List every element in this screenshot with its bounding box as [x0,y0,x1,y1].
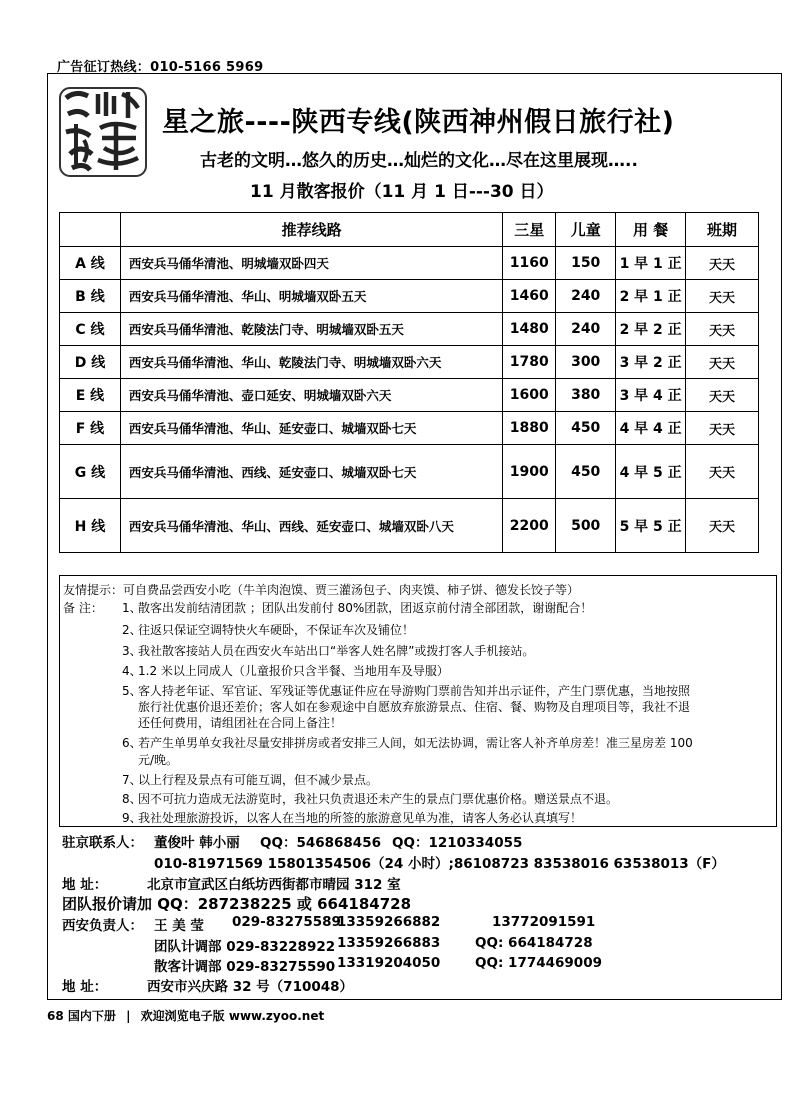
slogan: 古老的文明…悠久的历史…灿烂的文化…尽在这里展现….. [200,151,638,171]
website-url: www.zyoo.net [228,1009,325,1023]
team-mobile: 13359266883 [337,935,441,951]
xian-phone: 029-83275589 [232,914,341,930]
note-item [122,643,534,659]
note-item [122,791,618,807]
row-meals: 4 早 4 正 [616,412,686,445]
row-meals: 2 早 2 正 [616,313,686,346]
table-row [60,379,759,412]
table-row [60,499,759,553]
note-continuation: 旅行社优惠价退还差价；客人如在参观途中自愿放弃旅游景点、住宿、餐、购物及自理项目等，我社不退 [138,700,691,714]
note-item [122,622,414,638]
row-three-star: 1600 [503,379,556,412]
beijing-contact-label: 驻京联系人： [62,835,143,851]
row-child: 240 [556,313,616,346]
ebook-promo: 欢迎浏览电子版 [140,1009,225,1023]
note-number: 6、 [122,736,142,750]
row-meals: 3 早 2 正 [616,346,686,379]
note-number: 2、 [122,623,142,637]
row-route: 西安兵马俑华清池、华山、延安壶口、城墙双卧七天 [120,412,502,445]
row-child: 240 [556,280,616,313]
xian-address: 西安市兴庆路 32 号（710048） [147,979,354,995]
header-three-star: 三星 [503,213,556,247]
header-child: 儿童 [556,213,616,247]
row-meals: 5 早 5 正 [616,499,686,553]
row-line: H 线 [60,499,121,553]
page-footer [47,1007,324,1024]
table-row [60,412,759,445]
xian-mobile-1: 13359266882 [337,914,441,930]
note-item [122,735,693,751]
row-schedule: 天天 [686,280,759,313]
row-three-star: 2200 [503,499,556,553]
beijing-contact-names: 董俊叶 韩小丽 [154,835,240,851]
row-schedule: 天天 [686,247,759,280]
team-dept-phone: 团队计调部 029-83228922 [154,939,336,955]
row-schedule: 天天 [686,412,759,445]
note-continuation: 元/晚。 [138,753,179,767]
row-line: F 线 [60,412,121,445]
row-route: 西安兵马俑华清池、乾陵法门寺、明城墙双卧五天 [120,313,502,346]
row-three-star: 1880 [503,412,556,445]
row-schedule: 天天 [686,346,759,379]
row-child: 450 [556,445,616,499]
row-three-star: 1460 [503,280,556,313]
beijing-qq-1: QQ：546868456 [260,835,381,851]
row-three-star: 1900 [503,445,556,499]
header-meals: 用 餐 [616,213,686,247]
table-row [60,247,759,280]
beijing-qq-2: QQ：1210334055 [392,835,523,851]
table-row [60,313,759,346]
note-item [122,600,592,616]
xian-address-label: 地 址： [62,979,108,995]
row-meals: 2 早 1 正 [616,280,686,313]
row-child: 380 [556,379,616,412]
remark-label: 备 注： [63,601,103,615]
note-number: 1、 [122,601,142,615]
note-number: 5、 [122,684,142,698]
fit-qq: QQ: 1774469009 [475,955,602,971]
row-line: A 线 [60,247,121,280]
table-row [60,280,759,313]
row-meals: 1 早 1 正 [616,247,686,280]
row-child: 450 [556,412,616,445]
page-title: 星之旅----陕西专线(陕西神州假日旅行社) [162,107,675,138]
row-line: E 线 [60,379,121,412]
note-text: 若产生单男单女我社尽量安排拼房或者安排三人间，如无法协调，需让客人补齐单房差！准三星房差 100 [138,736,693,750]
row-line: G 线 [60,445,121,499]
header-line [60,213,121,247]
note-item [122,810,582,826]
footer-separator: | [126,1009,131,1023]
note-number: 4、 [122,664,142,678]
note-item [122,663,449,679]
table-header-row [60,213,759,247]
ad-hotline: 广告征订热线：010-5166 5969 [57,60,264,75]
row-route: 西安兵马俑华清池、明城墙双卧四天 [120,247,502,280]
row-schedule: 天天 [686,445,759,499]
beijing-address: 北京市宣武区白纸坊西街都市晴园 312 室 [147,877,401,893]
section-name: 国内下册 [67,1009,116,1023]
row-route: 西安兵马俑华清池、华山、西线、延安壶口、城墙双卧八天 [120,499,502,553]
note-text: 1.2 米以上同成人（儿童报价只含半餐、当地用车及导服） [138,664,449,678]
row-route: 西安兵马俑华清池、华山、明城墙双卧五天 [120,280,502,313]
row-schedule: 天天 [686,313,759,346]
note-number: 9、 [122,811,142,825]
row-meals: 3 早 4 正 [616,379,686,412]
row-meals: 4 早 5 正 [616,445,686,499]
friendly-tip: 友情提示：可自费品尝西安小吃（牛羊肉泡馍、贾三灌汤包子、肉夹馍、柿子饼、德发长饺子等） [63,583,580,597]
note-text: 以上行程及景点有可能互调，但不减少景点。 [138,773,379,787]
fit-mobile: 13319204050 [337,955,441,971]
note-text: 我社散客接站人员在西安火车站出口“举客人姓名牌”或拨打客人手机接站。 [138,644,535,658]
company-seal-logo [58,84,148,179]
row-route: 西安兵马俑华清池、壶口延安、明城墙双卧六天 [120,379,502,412]
note-item [122,683,690,699]
table-row [60,445,759,499]
xian-contact-label: 西安负责人： [62,918,143,934]
note-number: 8、 [122,792,142,806]
row-line: D 线 [60,346,121,379]
note-number: 7、 [122,773,142,787]
beijing-address-label: 地 址： [62,877,108,893]
note-text: 往返只保证空调特快火车硬卧，不保证车次及铺位！ [138,623,415,637]
row-line: C 线 [60,313,121,346]
note-text: 客人持老年证、军官证、军残证等优惠证件应在导游购门票前告知并出示证件，产生门票优惠，当地按照 [138,684,691,698]
row-schedule: 天天 [686,379,759,412]
row-three-star: 1780 [503,346,556,379]
team-qq: QQ: 664184728 [475,935,593,951]
note-text: 因不可抗力造成无法游览时，我社只负责退还未产生的景点门票优惠价格。赠送景点不退。 [138,792,619,806]
group-quote-qq: 团队报价请加 QQ：287238225 或 664184728 [62,895,412,913]
header-schedule: 班期 [686,213,759,247]
route-price-table [59,212,759,553]
note-text: 散客出发前结清团款 ；团队出发前付 80%团款，团返京前付清全部团款，谢谢配合！ [138,601,593,615]
note-item [122,772,378,788]
xian-contact-name: 王 美 莹 [154,918,204,934]
row-route: 西安兵马俑华清池、华山、乾陵法门寺、明城墙双卧六天 [120,346,502,379]
notes-box [59,575,777,827]
note-number: 3、 [122,644,142,658]
row-schedule: 天天 [686,499,759,553]
note-text: 我社处理旅游投诉，以客人在当地的所签的旅游意见单为准，请客人务必认真填写！ [138,811,583,825]
note-continuation: 还任何费用，请组团社在合同上备注！ [138,716,343,730]
table-row [60,346,759,379]
fit-dept-phone: 散客计调部 029-83275590 [154,959,336,975]
price-heading: 11 月散客报价（11 月 1 日---30 日） [250,182,554,202]
row-three-star: 1160 [503,247,556,280]
row-child: 300 [556,346,616,379]
row-three-star: 1480 [503,313,556,346]
row-line: B 线 [60,280,121,313]
row-child: 150 [556,247,616,280]
header-route: 推荐线路 [120,213,502,247]
row-child: 500 [556,499,616,553]
row-route: 西安兵马俑华清池、西线、延安壶口、城墙双卧七天 [120,445,502,499]
page-number: 68 [47,1009,64,1023]
xian-mobile-2: 13772091591 [492,914,596,930]
beijing-phones: 010-81971569 15801354506（24 小时）;86108723 83538016 63538013（F） [154,856,725,872]
